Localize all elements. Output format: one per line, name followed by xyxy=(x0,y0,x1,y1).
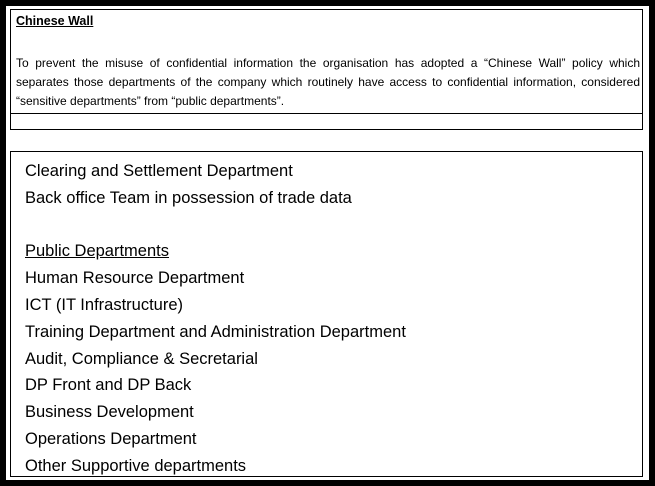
list-item: Human Resource Department xyxy=(25,269,245,288)
blank-line xyxy=(25,212,406,239)
section-title: Chinese Wall xyxy=(16,14,94,28)
list-item: ICT (IT Infrastructure) xyxy=(25,295,184,314)
list-item: Back office Team in possession of trade data xyxy=(25,188,352,207)
departments-box xyxy=(10,151,643,477)
list-item: Operations Department xyxy=(25,429,197,448)
policy-paragraph: To prevent the misuse of confidential information the organisation has adopted a “Chinese Wall” policy which separates those departments of the company which routinely have access to confidential information, considered “sensitive departments” from “public departments”. xyxy=(16,56,640,108)
list-item: Clearing and Settlement Department xyxy=(25,162,293,180)
list-item: DP Front and DP Back xyxy=(25,376,192,395)
list-item: Audit, Compliance & Secretarial xyxy=(25,349,258,368)
list-item: Other Supportive departments xyxy=(25,456,247,475)
list-item: Training Department and Administration Department xyxy=(25,322,406,341)
strikethrough-line xyxy=(10,113,643,114)
departments-list xyxy=(25,158,406,480)
list-item: Business Development xyxy=(25,403,194,422)
document-page xyxy=(6,6,649,480)
public-departments-heading: Public Departments xyxy=(25,242,169,261)
